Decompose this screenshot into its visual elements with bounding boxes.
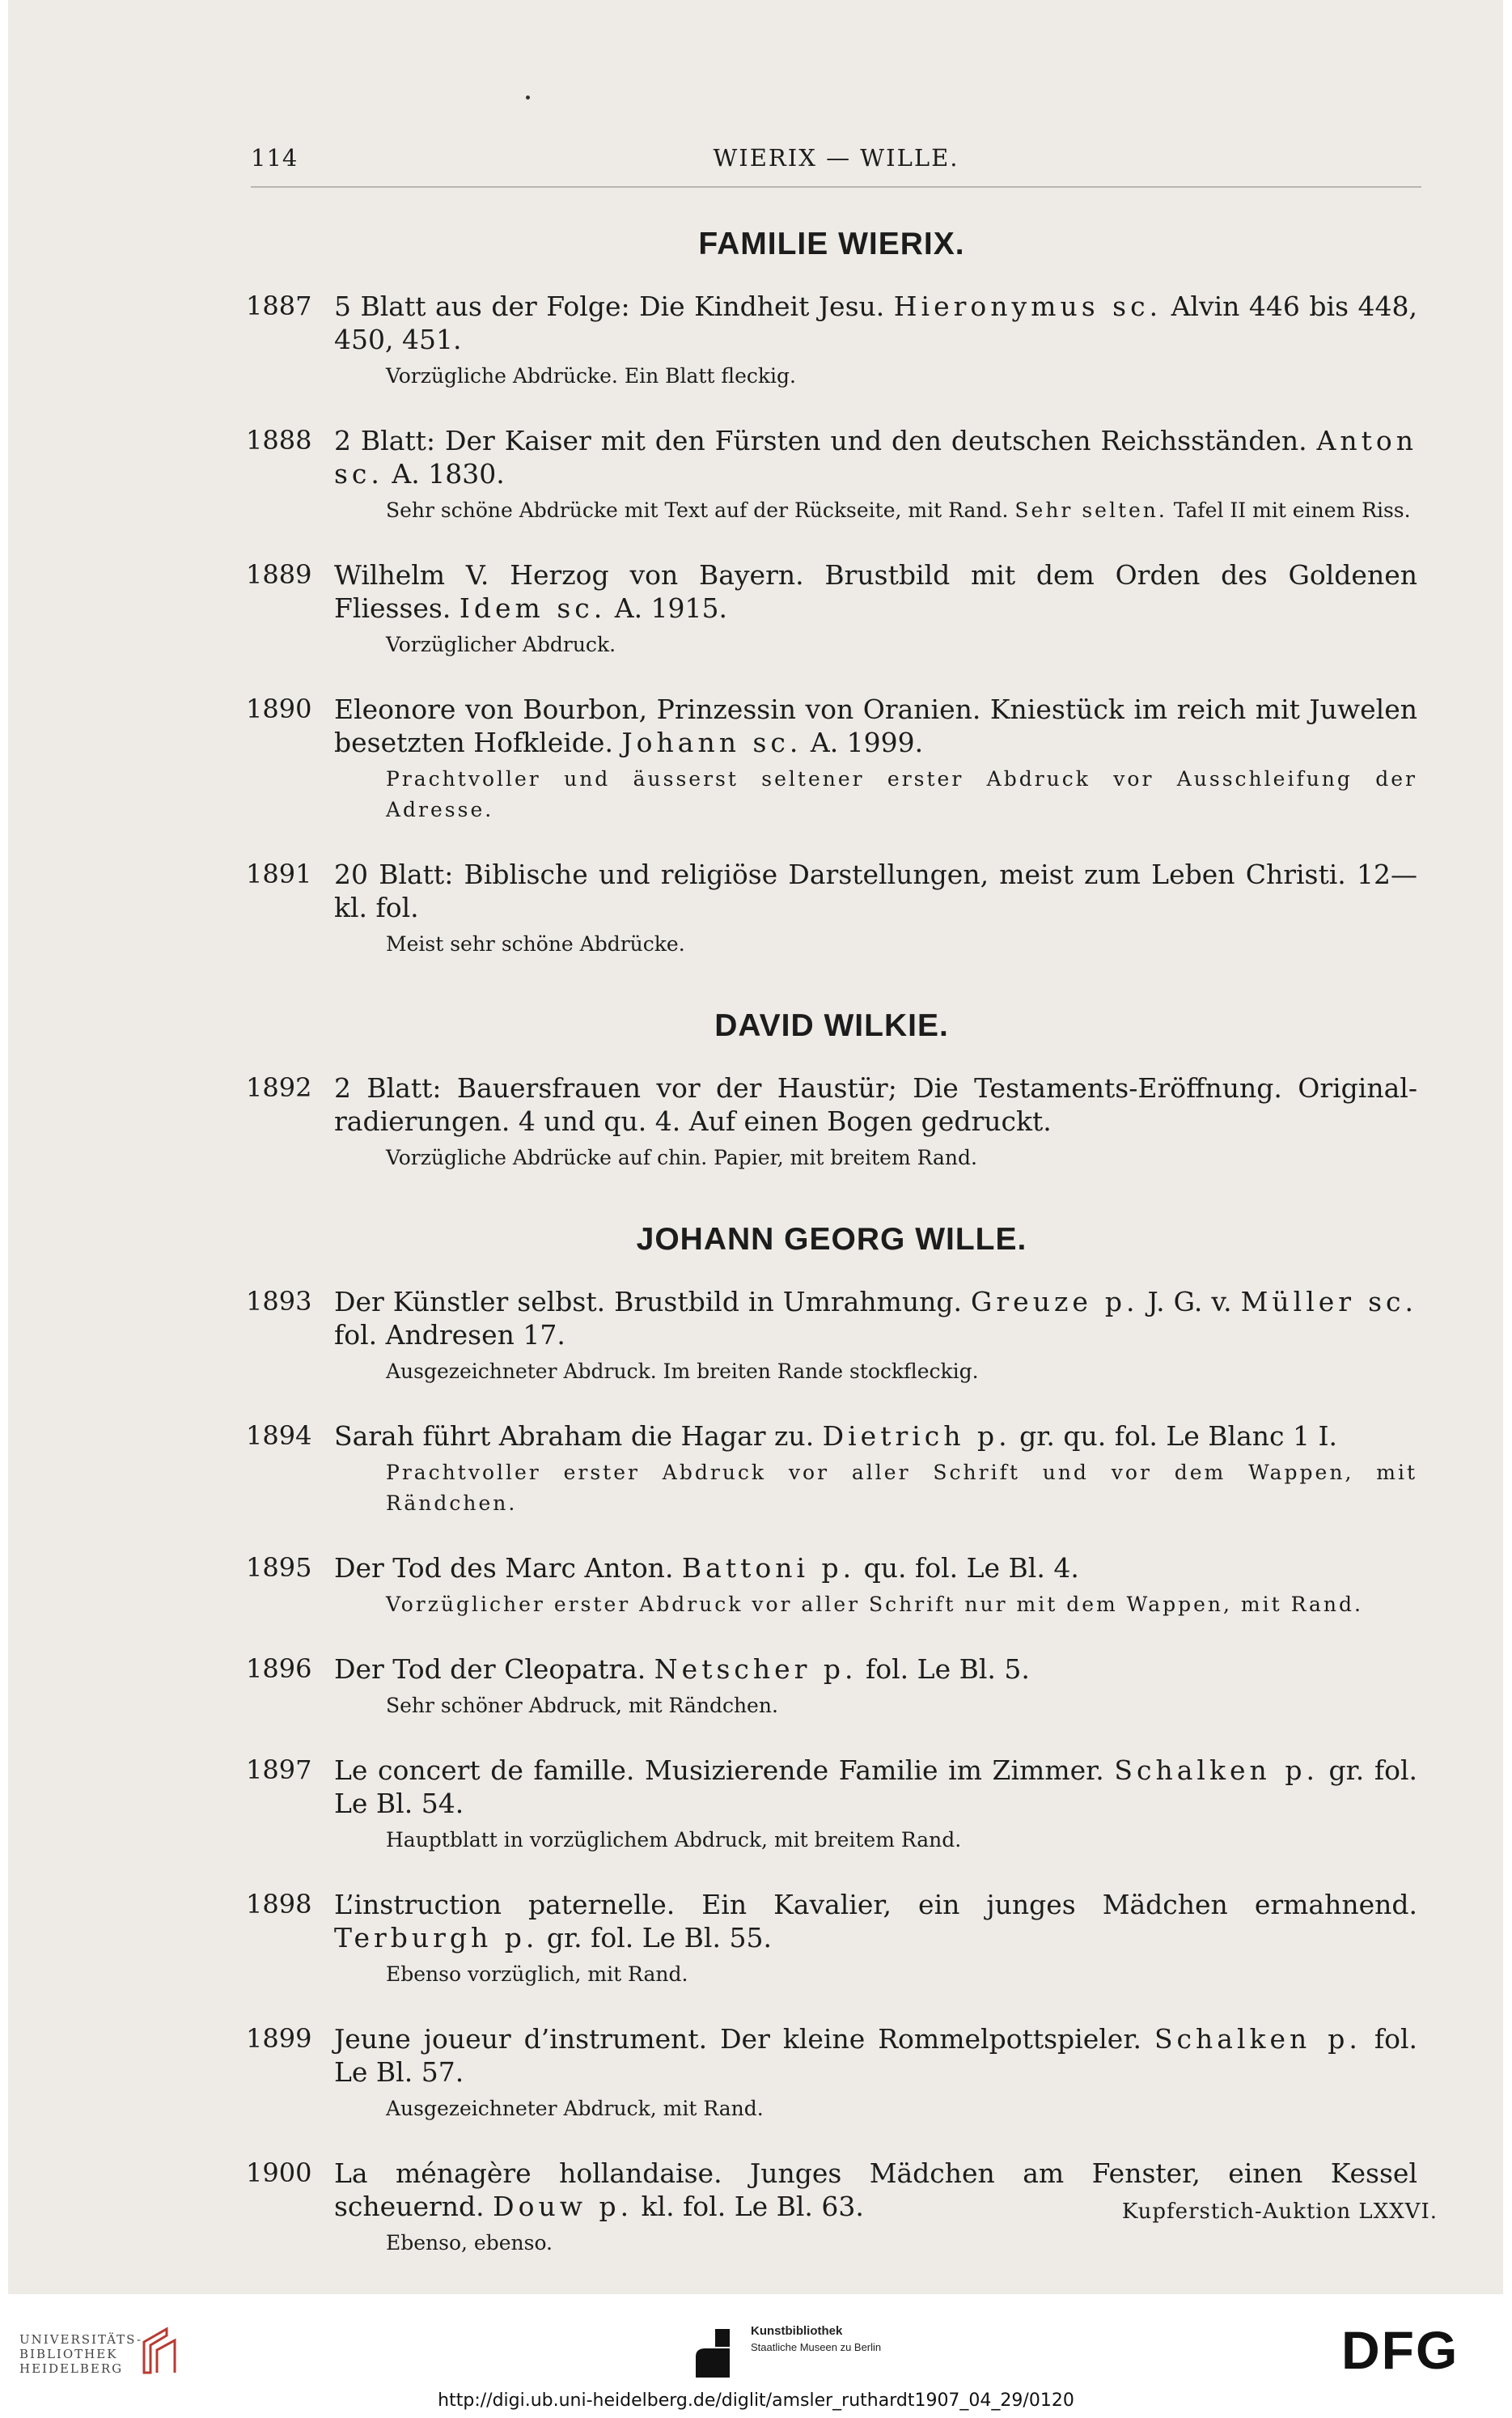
lot-number: 1895 <box>246 1552 312 1583</box>
catalog-entry <box>246 424 1417 526</box>
lot-number: 1892 <box>246 1072 312 1103</box>
entry-note: Prachtvoller erster Abdruck vor aller Schrift und vor dem Wappen, mit Rändchen. <box>386 1461 1417 1515</box>
university-library-logo[interactable]: UNIVERSITÄTS- BIBLIOTHEK HEIDELBERG <box>19 2332 143 2376</box>
entry-note: Prachtvoller und äusserst seltener erster Abdruck vor Ausschleifung der Adresse. <box>386 767 1417 821</box>
lot-number: 1900 <box>246 2157 312 2188</box>
entry-note: Vorzügliche Abdrücke. Ein Blatt fleckig. <box>386 364 796 388</box>
catalog-entry <box>246 290 1417 392</box>
catalog-entry <box>246 858 1417 960</box>
lot-number: 1888 <box>246 425 312 456</box>
entry-note: Vorzügliche Abdrücke auf chin. Papier, mit breitem Rand. <box>386 1146 977 1169</box>
entry-text: 2 Blatt: Der Kaiser mit den Fürsten und den deutschen Reichsständen. Anton sc. A. 1830. <box>334 425 1417 490</box>
entry-note: Hauptblatt in vorzüglichem Abdruck, mit breitem Rand. <box>386 1828 962 1852</box>
catalog-entry <box>246 1652 1417 1721</box>
entry-text: 2 Blatt: Bauersfrauen vor der Haustür; Die Testaments-Eröffnung. Original-radierungen. 4 und qu. 4. Auf einen Bogen gedruckt. <box>334 1072 1417 1137</box>
catalog-entry <box>246 1754 1417 1856</box>
catalog-entry <box>246 1071 1417 1173</box>
catalog-content <box>246 227 1417 2291</box>
lot-number: 1897 <box>246 1754 312 1785</box>
entry-note: Ebenso, ebenso. <box>386 2231 553 2255</box>
entry-text: Eleonore von Bourbon, Prinzessin von Oranien. Kniestück im reich mit Juwelen besetzten Hofkleide. Johann sc. A. 1999. <box>334 694 1417 758</box>
university-seal-icon <box>136 2324 183 2378</box>
lot-number: 1899 <box>246 2023 312 2054</box>
catalog-entry <box>246 1551 1417 1620</box>
dfg-logo[interactable]: DFG <box>1341 2320 1459 2380</box>
ink-speck <box>526 95 530 100</box>
lot-number: 1889 <box>246 559 312 590</box>
entry-text: 5 Blatt aus der Folge: Die Kindheit Jesu. Hieronymus sc. Alvin 446 bis 448, 450, 451. <box>334 291 1418 355</box>
section-title: JOHANN GEORG WILLE. <box>636 1222 1027 1257</box>
entry-text: Jeune joueur d’instrument. Der kleine Rommelpottspieler. Schalken p. fol. Le Bl. 57. <box>334 2023 1417 2088</box>
catalog-entry <box>246 1888 1417 1990</box>
entry-text: Sarah führt Abraham die Hagar zu. Dietrich p. gr. qu. fol. Le Blanc 1 I. <box>334 1420 1338 1452</box>
section-title: FAMILIE WIERIX. <box>698 227 965 261</box>
entry-text: Der Tod der Cleopatra. Netscher p. fol. Le Bl. 5. <box>334 1653 1030 1685</box>
entry-note: Ausgezeichneter Abdruck, mit Rand. <box>386 2097 764 2120</box>
entry-text: Le concert de famille. Musizierende Familie im Zimmer. Schalken p. gr. fol. Le Bl. 54. <box>334 1754 1417 1819</box>
section-title: DAVID WILKIE. <box>714 1008 949 1043</box>
entry-note: Sehr schöne Abdrücke mit Text auf der Rückseite, mit Rand. Sehr selten. Tafel II mit einem Riss. <box>386 498 1411 522</box>
entry-note: Ausgezeichneter Abdruck. Im breiten Rande stockfleckig. <box>386 1360 979 1383</box>
catalog-entry <box>246 2022 1417 2124</box>
catalog-signature: Kupferstich-Auktion LXXVI. <box>1121 2200 1438 2224</box>
running-title: WIERIX — WILLE. <box>713 144 959 172</box>
catalog-entry <box>246 693 1417 825</box>
kunstbibliothek-icon <box>688 2329 736 2378</box>
entry-text: L’instruction paternelle. Ein Kavalier, ein junges Mädchen ermahnend. Terburgh p. gr. fol. Le Bl. 55. <box>334 1889 1417 1953</box>
entry-note: Ebenso vorzüglich, mit Rand. <box>386 1962 688 1986</box>
entry-note: Vorzüglicher Abdruck. <box>386 633 616 656</box>
page-number: 114 <box>251 144 299 172</box>
entry-text: 20 Blatt: Biblische und religiöse Darstellungen, meist zum Leben Christi. 12—kl. fol. <box>334 859 1417 923</box>
lot-number: 1887 <box>246 291 312 321</box>
permalink-url[interactable]: http://digi.ub.uni-heidelberg.de/diglit/amsler_ruthardt1907_04_29/0120 <box>438 2390 1074 2411</box>
catalog-entry <box>246 1285 1417 1387</box>
entry-note: Sehr schöner Abdruck, mit Rändchen. <box>386 1694 778 1717</box>
running-head <box>251 144 1421 188</box>
lot-number: 1893 <box>246 1286 312 1317</box>
entry-text: La ménagère hollandaise. Junges Mädchen am Fenster, einen Kessel scheuernd. Douw p. kl. fol. Le Bl. 63. <box>334 2157 1417 2222</box>
entry-text: Der Künstler selbst. Brustbild in Umrahmung. Greuze p. J. G. v. Müller sc. fol. Andresen 17. <box>334 1286 1417 1351</box>
lot-number: 1894 <box>246 1420 312 1451</box>
lot-number: 1891 <box>246 859 312 889</box>
entry-text: Wilhelm V. Herzog von Bayern. Brustbild mit dem Orden des Goldenen Fliesses. Idem sc. A. 1915. <box>334 559 1417 624</box>
lot-number: 1896 <box>246 1653 312 1684</box>
entry-text: Der Tod des Marc Anton. Battoni p. qu. fol. Le Bl. 4. <box>334 1552 1079 1584</box>
entry-note: Vorzüglicher erster Abdruck vor aller Schrift nur mit dem Wappen, mit Rand. <box>386 1593 1363 1616</box>
entry-note: Meist sehr schöne Abdrücke. <box>386 932 685 956</box>
catalog-entry <box>246 1419 1417 1519</box>
catalog-entry <box>246 558 1417 660</box>
lot-number: 1898 <box>246 1889 312 1920</box>
kunstbibliothek-logo[interactable]: Kunstbibliothek Staatliche Museen zu Berlin <box>751 2324 882 2353</box>
lot-number: 1890 <box>246 694 312 724</box>
